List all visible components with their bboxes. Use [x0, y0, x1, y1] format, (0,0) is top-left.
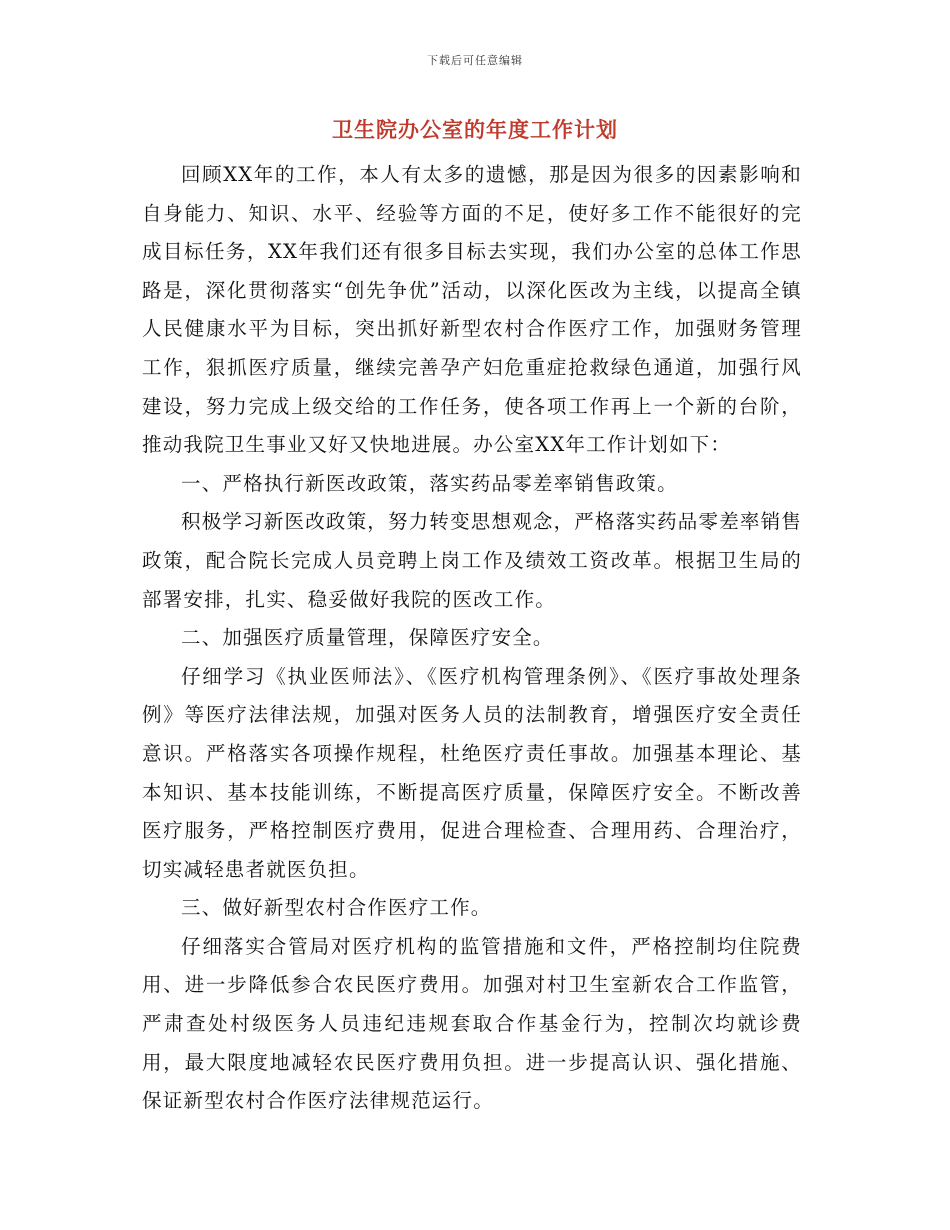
paragraph-intro: 回顾XX年的工作，本人有太多的遗憾，那是因为很多的因素影响和自身能力、知识、水平、经验等方面的不足，使好多工作不能很好的完成目标任务，XX年我们还有很多目标去实现，我们办公室的总体工作思路是，深化贯彻落实“创先争优”活动，以深化医改为主线，以提高全镇人民健康水平为目标，突出抓好新型农村合作医疗工作，加强财务管理工作，狠抓医疗质量，继续完善孕产妇危重症抢救绿色通道，加强行风建设，努力完成上级交给的工作任务，使各项工作再上一个新的台阶，推动我院卫生事业又好又快地进展。办公室XX年工作计划如下： — [142, 163, 802, 457]
document-body — [142, 156, 802, 1121]
section-heading-3: 三、做好新型农村合作医疗工作。 — [181, 896, 492, 920]
paragraph-section-2: 仔细学习《执业医师法》、《医疗机构管理条例》、《医疗事故处理条例》等医疗法律法规，加强对医务人员的法制教育，增强医疗安全责任意识。严格落实各项操作规程，杜绝医疗责任事故。加强基本理论、基本知识、基本技能训练，不断提高医疗质量，保障医疗安全。不断改善医疗服务，严格控制医疗费用，促进合理检查、合理用药、合理治疗，切实减轻患者就医负担。 — [142, 664, 802, 881]
section-heading-1: 一、严格执行新医改政策，落实药品零差率销售政策。 — [181, 471, 678, 495]
paragraph-section-3: 仔细落实合管局对医疗机构的监管措施和文件，严格控制均住院费用、进一步降低参合农民医疗费用。加强对村卫生室新农合工作监管，严肃查处村级医务人员违纪违规套取合作基金行为，控制次均就诊费用，最大限度地减轻农民医疗费用负担。进一步提高认识、强化措施、保证新型农村合作医疗法律规范运行。 — [142, 934, 802, 1113]
download-editable-note: 下载后可任意编辑 — [427, 54, 523, 67]
section-heading-2: 二、加强医疗质量管理，保障医疗安全。 — [181, 626, 554, 650]
paragraph-section-1: 积极学习新医改政策，努力转变思想观念，严格落实药品零差率销售政策，配合院长完成人员竞聘上岗工作及绩效工资改革。根据卫生局的部署安排，扎实、稳妥做好我院的医改工作。 — [142, 510, 803, 611]
document-title: 卫生院办公室的年度工作计划 — [332, 117, 618, 142]
